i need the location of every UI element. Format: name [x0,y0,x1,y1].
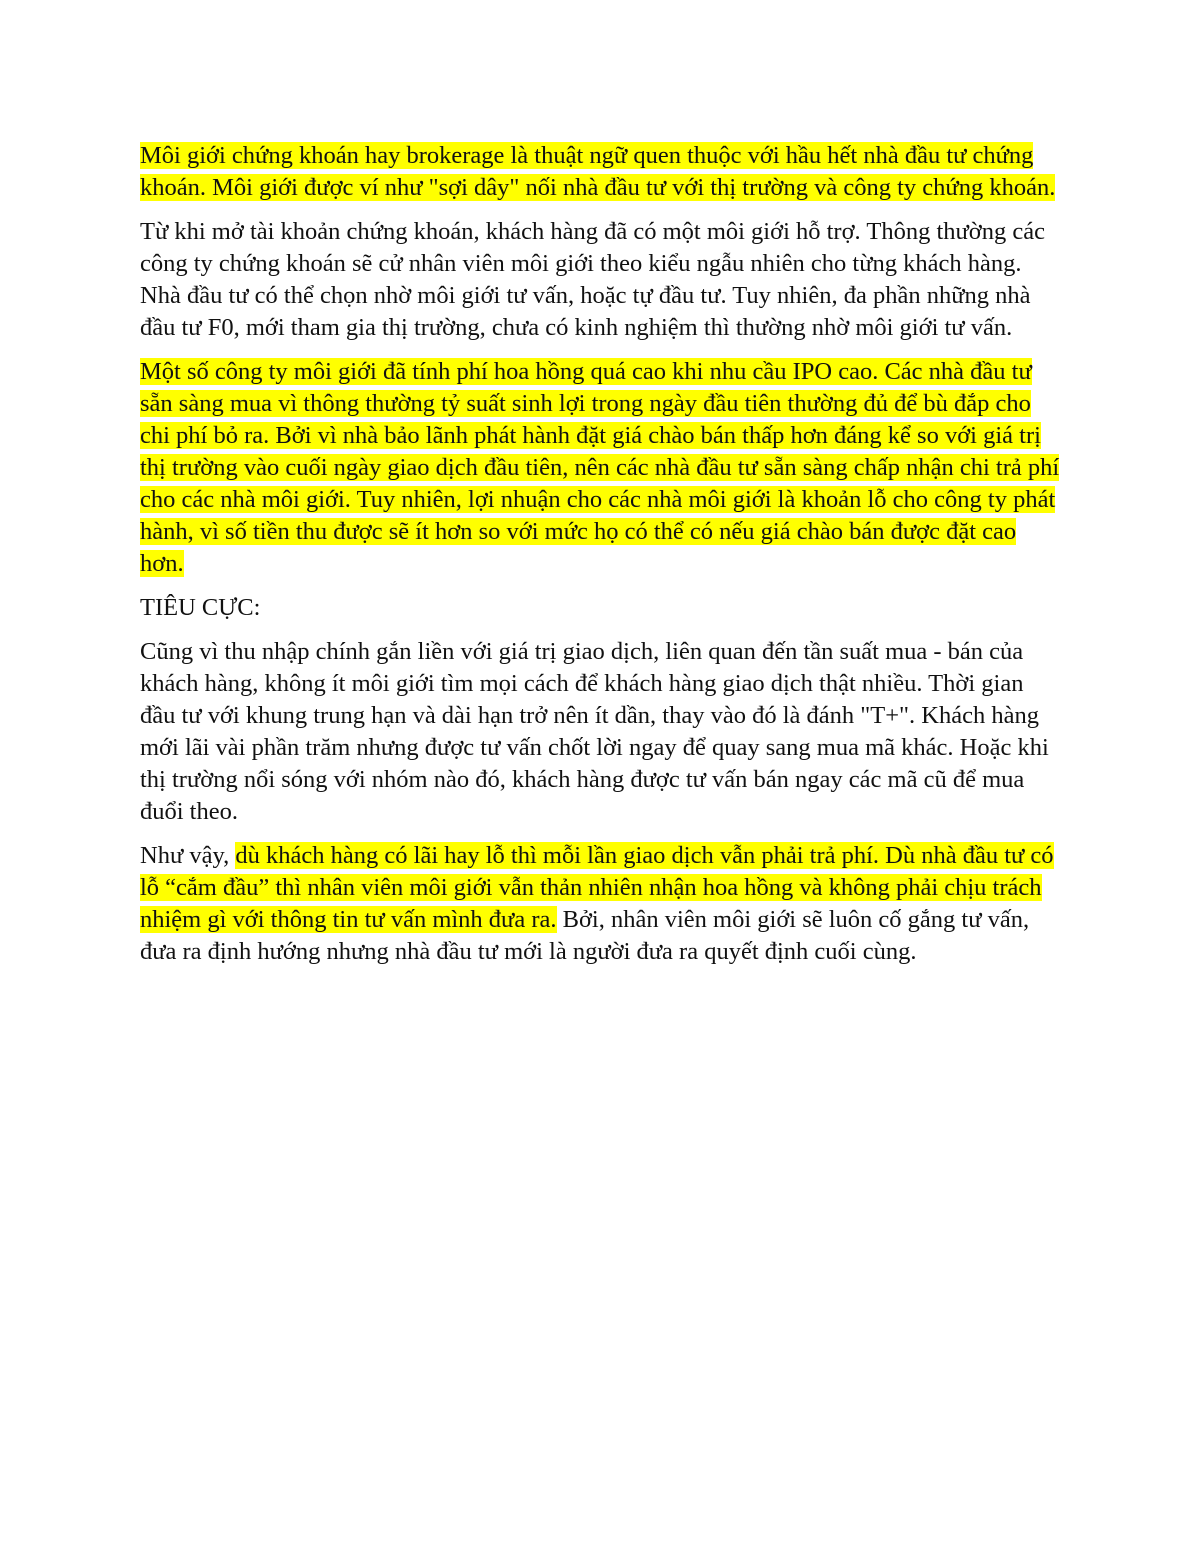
document-page [140,140,1060,980]
highlighted-text: Một số công ty môi giới đã tính phí hoa hồng quá cao khi nhu cầu IPO cao. Các nhà đầu tư sẵn sàng mua vì thông thường tỷ suất sinh lợi trong ngày đầu tiên thường đủ để bù đắp cho chi phí bỏ ra. Bởi vì nhà bảo lãnh phát hành đặt giá chào bán thấp hơn đáng kể so với giá trị thị trường vào cuối ngày giao dịch đầu tiên, nên các nhà đầu tư sẵn sàng chấp nhận chi trả phí cho các nhà môi giới. Tuy nhiên, lợi nhuận cho các nhà môi giới là khoản lỗ cho công ty phát hành, vì số tiền thu được sẽ ít hơn so với mức họ có thể có nếu giá chào bán được đặt cao hơn. [140,358,1060,577]
highlighted-text: Môi giới chứng khoán hay brokerage là thuật ngữ quen thuộc với hầu hết nhà đầu tư chứng khoán. Môi giới được ví như "sợi dây" nối nhà đầu tư với thị trường và công ty chứng khoán. [140,142,1056,201]
heading-text: TIÊU CỰC: [140,594,261,621]
paragraph-conclusion [140,840,1060,968]
highlighted-text: dù khách hàng có lãi hay lỗ thì mỗi lần giao dịch vẫn phải trả phí. Dù nhà đầu tư có lỗ “cắm đầu” thì nhân viên môi giới vẫn thản nhiên nhận hoa hồng và không phải chịu trách nhiệm gì với thông tin tư vấn mình đưa ra. [140,842,1054,933]
section-heading-negative [140,592,1060,624]
paragraph-intro [140,140,1060,204]
body-text: Bởi, nhân viên môi giới sẽ luôn cố gắng tư vấn, đưa ra định hướng nhưng nhà đầu tư mới là người đưa ra quyết định cuối cùng. [140,906,1030,965]
body-text: Từ khi mở tài khoản chứng khoán, khách hàng đã có một môi giới hỗ trợ. Thông thường các công ty chứng khoán sẽ cử nhân viên môi giới theo kiểu ngẫu nhiên cho từng khách hàng. Nhà đầu tư có thể chọn nhờ môi giới tư vấn, hoặc tự đầu tư. Tuy nhiên, đa phần những nhà đầu tư F0, mới tham gia thị trường, chưa có kinh nghiệm thì thường nhờ môi giới tư vấn. [140,218,1045,341]
paragraph-account [140,216,1060,344]
paragraph-ipo-commission [140,356,1060,580]
body-text: Như vậy, [140,842,236,869]
paragraph-trading-frequency [140,636,1060,828]
body-text: Cũng vì thu nhập chính gắn liền với giá trị giao dịch, liên quan đến tần suất mua - bán của khách hàng, không ít môi giới tìm mọi cách để khách hàng giao dịch thật nhiều. Thời gian đầu tư với khung trung hạn và dài hạn trở nên ít dần, thay vào đó là đánh "T+". Khách hàng mới lãi vài phần trăm nhưng được tư vấn chốt lời ngay để quay sang mua mã khác. Hoặc khi thị trường nổi sóng với nhóm nào đó, khách hàng được tư vấn bán ngay các mã cũ để mua đuổi theo. [140,638,1049,825]
